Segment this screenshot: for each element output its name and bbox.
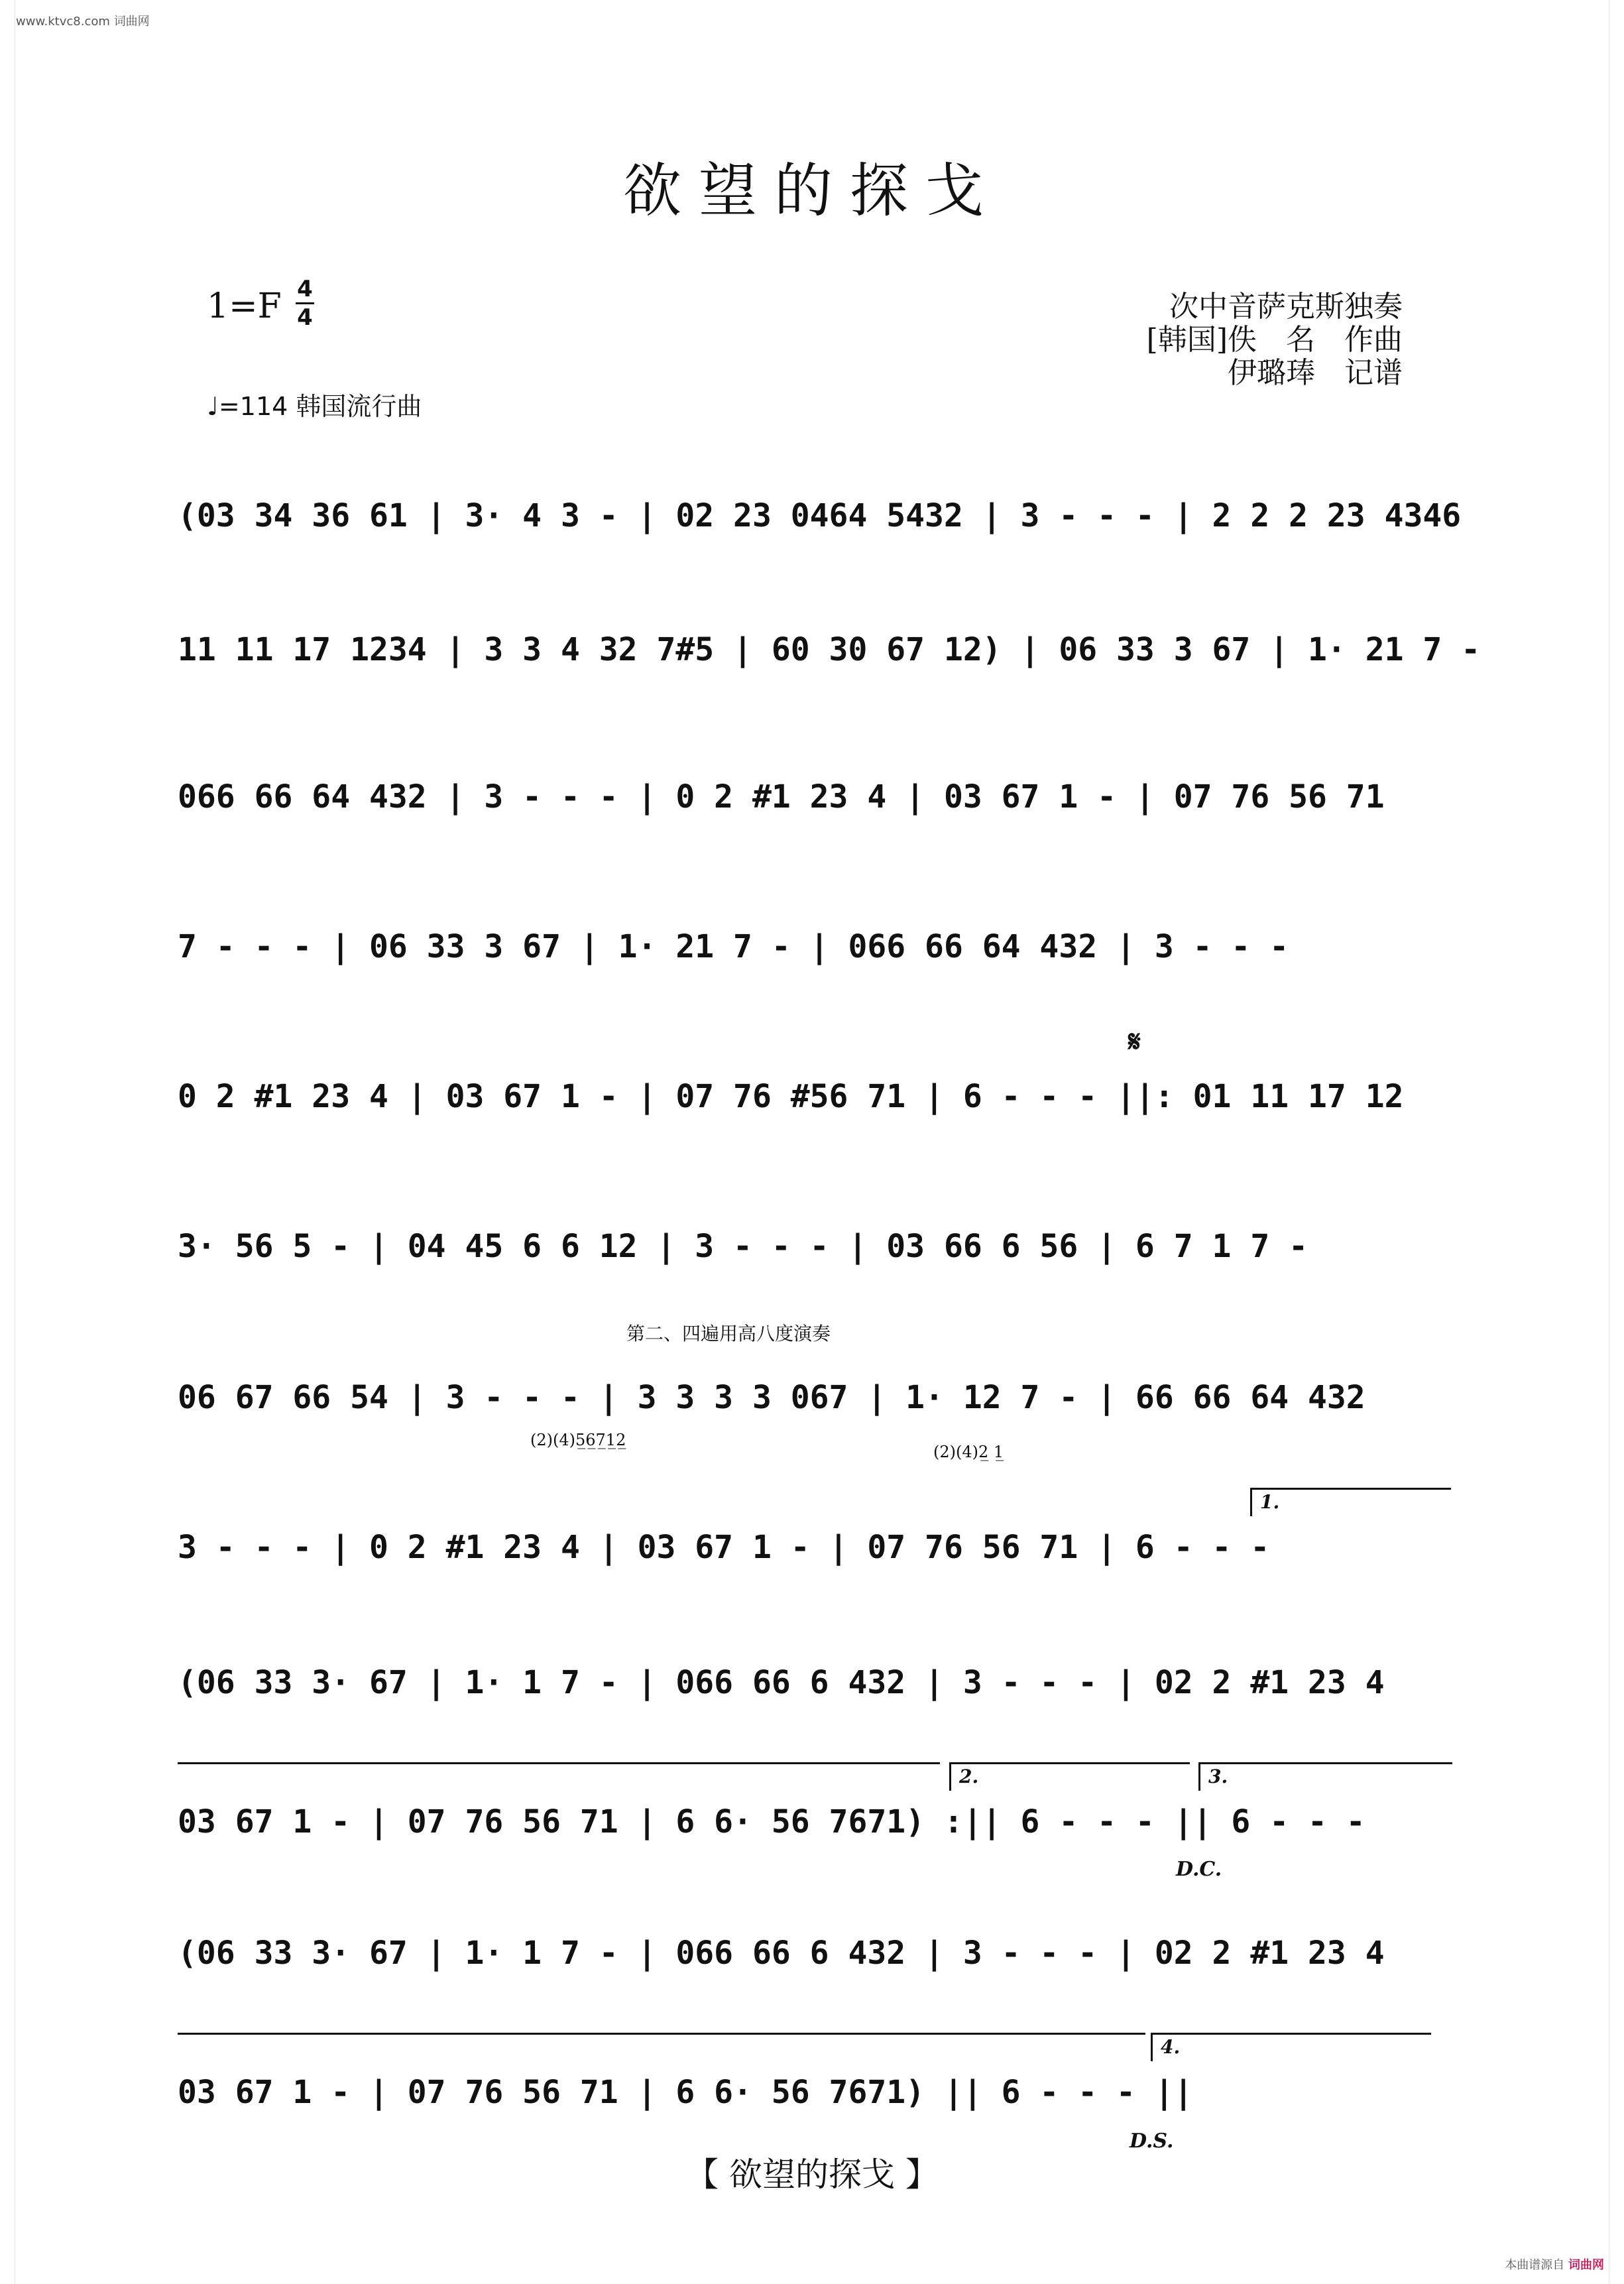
notation-text: 03 67 1 - | 07 76 56 71 | 6 6· 56 7671) || 6 - - - || <box>178 2074 1193 2111</box>
notation-text: 06 67 66 54 | 3 - - - | 3 3 3 3 067 | 1· 12 7 - | 66 66 64 432 <box>178 1379 1365 1416</box>
volta-2 <box>949 1762 1190 1791</box>
right-margin-strip <box>1609 0 1624 2284</box>
notation-text: 03 67 1 - | 07 76 56 71 | 6 6· 56 7671) :|| 6 - - - || 6 - - - <box>178 1803 1365 1840</box>
notation-text: (06 33 3· 67 | 1· 1 7 - | 066 66 6 432 | 3 - - - | 02 2 #1 23 4 <box>178 1664 1385 1701</box>
notation-text: 7 - - - | 06 33 3 67 | 1· 21 7 - | 066 66 64 432 | 3 - - - <box>178 928 1289 965</box>
volta-1 <box>1250 1488 1451 1516</box>
credit-composer: [韩国]佚 名 作曲 <box>1146 323 1403 357</box>
footer-source <box>1505 2255 1604 2273</box>
tempo-marking: ♩=114 韩国流行曲 <box>207 392 422 421</box>
credit-transcriber: 伊璐琫 记谱 <box>1228 356 1403 390</box>
volta-3-label: 3. <box>1208 1766 1228 1787</box>
credit-instrument: 次中音萨克斯独奏 <box>1169 290 1403 324</box>
credits <box>1147 290 1403 390</box>
dc-marking: D.C. <box>1176 1858 1222 1881</box>
key-signature: 1=F <box>207 286 282 326</box>
alt-octave-note-1: (2)(4)5̲6̲7̲1̲2̲ <box>530 1431 626 1449</box>
staff-line-6 <box>178 1227 1450 1266</box>
staff-line-1 <box>178 496 1462 536</box>
staff-line-11 <box>178 1933 1450 1973</box>
volta-1-label: 1. <box>1260 1491 1280 1513</box>
time-bottom: 4 <box>297 304 313 331</box>
repeat-bracket-line-2 <box>178 2033 1145 2035</box>
notation-text: 11 11 17 1234 | 3 3 4 32 7#5 | 60 30 67 12) | 06 33 3 67 | 1· 21 7 - <box>178 631 1481 668</box>
time-top: 4 <box>297 276 313 302</box>
staff-line-7 <box>178 1378 1450 1417</box>
segno-sign: 𝄋 <box>1128 1025 1141 1059</box>
notation-text: 0 2 #1 23 4 | 03 67 1 - | 07 76 #56 71 | 6 - - - ||: 01 11 17 12 <box>178 1078 1404 1115</box>
footer-source-label: 本曲谱源自 <box>1505 2258 1565 2272</box>
volta-4 <box>1151 2033 1431 2061</box>
volta-4-label: 4. <box>1161 2036 1181 2058</box>
ds-marking: D.S. <box>1130 2130 1174 2153</box>
footer-title: 【 欲望的探戈 】 <box>685 2155 939 2194</box>
staff-line-2 <box>178 630 1481 670</box>
staff-line-10 <box>178 1802 1450 1842</box>
notation-text: 3· 56 5 - | 04 45 6 6 12 | 3 - - - | 03 66 6 56 | 6 7 1 7 - <box>178 1228 1308 1265</box>
staff-line-12 <box>178 2073 1450 2112</box>
alt-octave-note-2: (2)(4)2̲ 1̲ <box>933 1443 1004 1461</box>
notation-text: (03 34 36 61 | 3· 4 3 - | 02 23 0464 5432 | 3 - - - | 2 2 2 23 4346 <box>178 497 1462 534</box>
octave-hint: 第二、四遍用高八度演奏 <box>626 1323 831 1345</box>
staff-line-5 <box>178 1077 1450 1116</box>
time-signature <box>296 277 314 330</box>
repeat-bracket-line <box>178 1762 940 1764</box>
staff-line-8 <box>178 1528 1450 1567</box>
site-watermark: www.ktvc8.com 词曲网 <box>16 15 150 29</box>
volta-2-label: 2. <box>959 1766 979 1787</box>
staff-line-4 <box>178 927 1450 967</box>
staff-line-3 <box>178 777 1450 817</box>
volta-3 <box>1198 1762 1452 1791</box>
left-margin-strip <box>0 0 15 2284</box>
staff-line-9 <box>178 1663 1450 1703</box>
page-title: 欲望的探戈 <box>622 156 1001 225</box>
notation-text: (06 33 3· 67 | 1· 1 7 - | 066 66 6 432 | 3 - - - | 02 2 #1 23 4 <box>178 1935 1385 1972</box>
footer-source-site[interactable]: 词曲网 <box>1568 2258 1604 2272</box>
notation-text: 066 66 64 432 | 3 - - - | 0 2 #1 23 4 | 03 67 1 - | 07 76 56 71 <box>178 778 1385 815</box>
notation-text: 3 - - - | 0 2 #1 23 4 | 03 67 1 - | 07 76 56 71 | 6 - - - <box>178 1529 1270 1566</box>
